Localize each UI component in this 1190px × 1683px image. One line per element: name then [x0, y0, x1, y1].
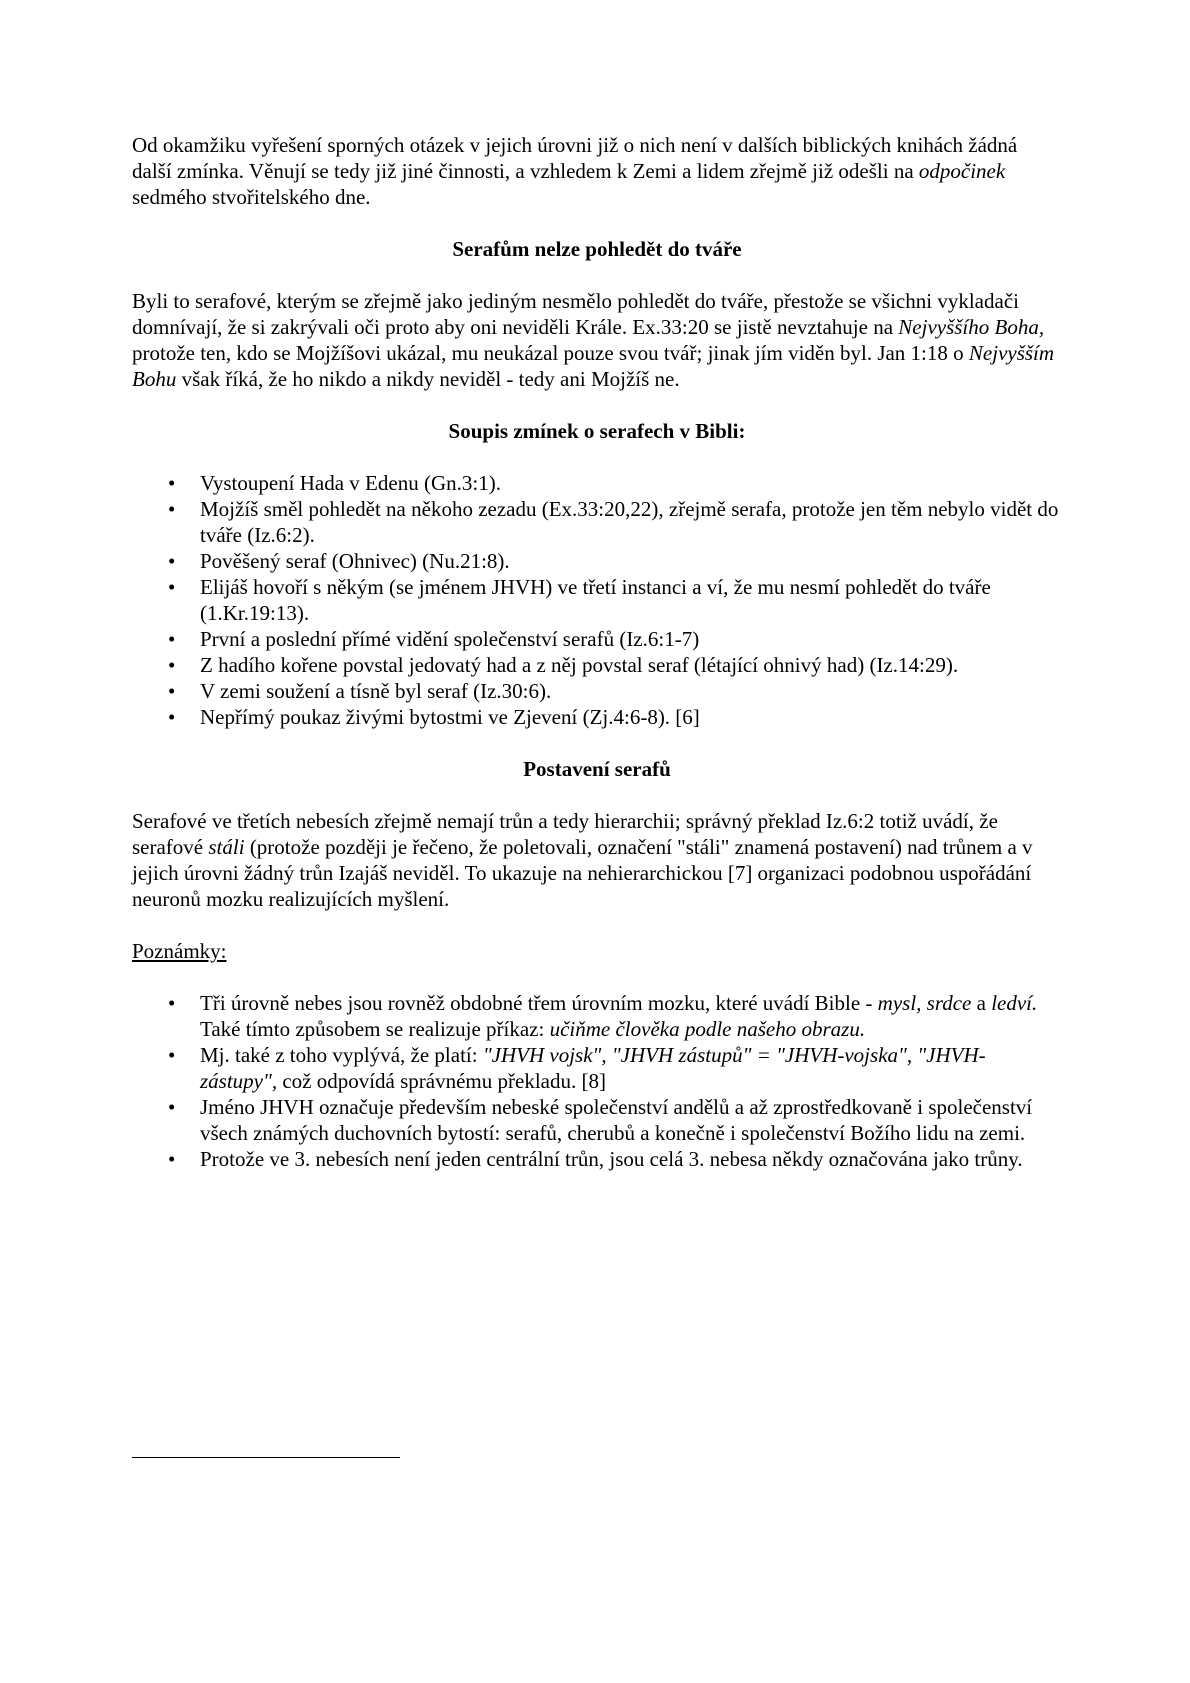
- italic-text: odpočinek: [918, 159, 1006, 183]
- list-item: [132, 626, 1062, 652]
- text: a: [971, 991, 992, 1015]
- bullet-icon: •: [168, 1147, 176, 1171]
- italic-text: stáli: [208, 835, 245, 859]
- bullet-icon: •: [168, 705, 176, 729]
- bullet-icon: •: [168, 991, 176, 1015]
- list-item: [132, 470, 1062, 496]
- text: Mj. také z toho vyplývá, že platí:: [200, 1043, 483, 1067]
- italic-text: Nejvyššího Boha,: [898, 315, 1045, 339]
- list-item-text: Mojžíš směl pohledět na někoho zezadu (Ex.33:20,22), zřejmě serafa, protože jen těm nebylo vidět do tváře (Iz.6:2).: [200, 497, 1059, 547]
- notes-list: [132, 990, 1062, 1172]
- list-item-text: Elijáš hovoří s někým (se jménem JHVH) ve třetí instanci a ví, že mu nesmí pohledět do tváře (1.Kr.19:13).: [200, 575, 991, 625]
- bullet-icon: •: [168, 497, 176, 521]
- list-item-text: Vystoupení Hada v Edenu (Gn.3:1).: [200, 471, 501, 495]
- text: však říká, že ho nikdo a nikdy neviděl - tedy ani Mojžíš ne.: [176, 367, 680, 391]
- italic-text: ledví.: [991, 991, 1038, 1015]
- section-heading-soupis: Soupis zmínek o serafech v Bibli:: [448, 419, 746, 443]
- list-item: [132, 496, 1062, 548]
- section-heading-postaveni: Postavení serafů: [523, 757, 671, 781]
- list-item: [132, 704, 1062, 730]
- list-item-text: Nepřímý poukaz živými bytostmi ve Zjevení (Zj.4:6-8). [6]: [200, 705, 700, 729]
- bullet-icon: •: [168, 679, 176, 703]
- text: Také tímto způsobem se realizuje příkaz:: [200, 1017, 550, 1041]
- intro-paragraph: [132, 132, 1062, 210]
- text: Serafové ve třetích nebesích zřejmě nemají trůn a tedy hierarchii; správný překlad Iz.6:2 totiž uvádí, že serafové: [132, 809, 998, 859]
- bullet-icon: •: [168, 627, 176, 651]
- italic-text: učiňme člověka podle našeho obrazu.: [549, 1017, 866, 1041]
- bullet-icon: •: [168, 653, 176, 677]
- list-item: [132, 990, 1062, 1042]
- list-item: [132, 678, 1062, 704]
- document-page: [132, 132, 1062, 1198]
- italic-text: mysl, srdce: [877, 991, 972, 1015]
- list-item: [132, 1042, 1062, 1094]
- text: což odpovídá správnému překladu. [8]: [277, 1069, 606, 1093]
- list-item-text: Jméno JHVH označuje především nebeské společenství andělů a až zprostředkovaně i společenství všech známých duchovních bytostí: serafů, cherubů a konečně i společenství Božího lidu na zemi.: [200, 1095, 1033, 1145]
- bullet-icon: •: [168, 575, 176, 599]
- text: sedmého stvořitelského dne.: [132, 185, 371, 209]
- text: Byli to serafové, kterým se zřejmě jako jediným nesmělo pohledět do tváře, přestože se všichni vykladači domnívají, že si zakrývali oči proto aby oni neviděli Krále. Ex.33:20 se jistě nevztahuje na: [132, 289, 1019, 339]
- list-item: [132, 548, 1062, 574]
- italic-text: "JHVH vojsk", "JHVH zástupů" = "JHVH-vojska", "JHVH-zástupy",: [200, 1043, 986, 1093]
- list-item-text: V zemi soužení a tísně byl seraf (Iz.30:6).: [200, 679, 552, 703]
- list-item: [132, 1146, 1062, 1172]
- bullet-icon: •: [168, 1043, 176, 1067]
- serafum-paragraph: [132, 288, 1062, 392]
- bullet-icon: •: [168, 471, 176, 495]
- notes-heading: Poznámky:: [132, 939, 227, 963]
- text: (protože později je řečeno, že poletovali, označení "stáli" znamená postavení) nad trůnem a v jejich úrovni žádný trůn Izajáš neviděl. To ukazuje na nehierarchickou [7] organizaci podobnou uspořádání neuronů mozku realizujících myšlení.: [132, 835, 1033, 911]
- footnote-separator: [132, 1457, 400, 1458]
- italic-text: Nejvyšším Bohu: [132, 341, 1055, 391]
- list-item-text: První a poslední přímé vidění společenství serafů (Iz.6:1-7): [200, 627, 700, 651]
- list-item-text: Z hadího kořene povstal jedovatý had a z něj povstal seraf (létající ohnivý had) (Iz.14:29).: [200, 653, 959, 677]
- section-heading-serafum: Serafům nelze pohledět do tváře: [452, 237, 742, 261]
- list-item: [132, 1094, 1062, 1146]
- text: protože ten, kdo se Mojžíšovi ukázal, mu neukázal pouze svou tvář; jinak jím viděn byl. Jan 1:18 o: [132, 341, 969, 365]
- text: Od okamžiku vyřešení sporných otázek v jejich úrovni již o nich není v dalších biblických knihách žádná další zmínka. Věnují se tedy již jiné činnosti, a vzhledem k Zemi a lidem zřejmě již odešli na: [132, 133, 1018, 183]
- text: Tři úrovně nebes jsou rovněž obdobné třem úrovním mozku, které uvádí Bible -: [200, 991, 878, 1015]
- bullet-icon: •: [168, 1095, 176, 1119]
- list-item: [132, 574, 1062, 626]
- postaveni-paragraph: [132, 808, 1062, 912]
- list-item-text: Protože ve 3. nebesích není jeden centrální trůn, jsou celá 3. nebesa někdy označována jako trůny.: [200, 1147, 1023, 1171]
- list-item-text: Pověšený seraf (Ohnivec) (Nu.21:8).: [200, 549, 510, 573]
- bullet-icon: •: [168, 549, 176, 573]
- list-item: [132, 652, 1062, 678]
- mentions-list: [132, 470, 1062, 730]
